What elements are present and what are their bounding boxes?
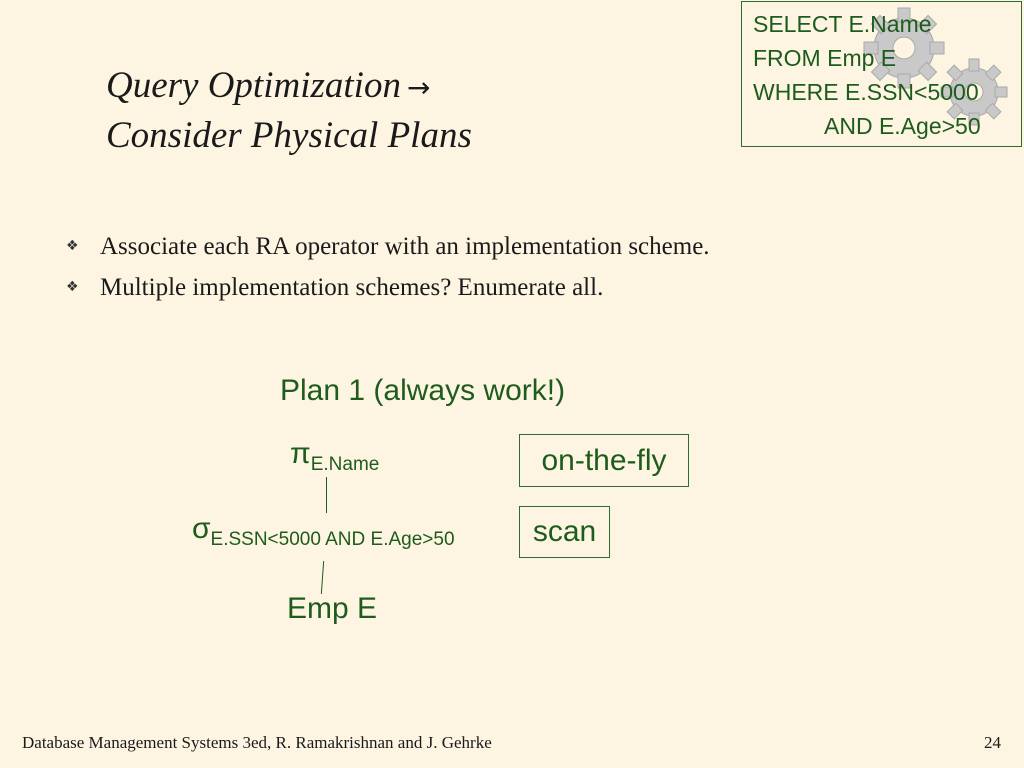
sql-from-line: FROM Emp E [753,45,897,71]
selection-node [192,512,455,551]
scan-box: scan [519,506,610,558]
title-line2: Consider Physical Plans [106,115,472,156]
sql-select-line: SELECT E.Name [753,11,932,37]
sql-query-box [741,1,1022,147]
relation-node: Emp E [287,592,378,625]
page-number: 24 [984,733,1001,752]
footer-text: Database Management Systems 3ed, R. Ramakrishnan and J. Gehrke [22,733,492,752]
plan-title: Plan 1 (always work!) [280,374,566,407]
sql-where-line: WHERE E.SSN<5000 [753,79,979,105]
tree-edge [326,477,327,513]
bullet-item [66,267,710,308]
title-line1: Query Optimization [106,65,401,106]
selection-subscript: E.SSN<5000 AND E.Age>50 [210,529,455,550]
bullet-text: Associate each RA operator with an implementation scheme. [100,233,710,260]
projection-node [290,437,379,476]
slide-title [106,62,472,160]
bullet-item [66,226,710,267]
right-arrow-icon: → [406,71,431,104]
projection-subscript: E.Name [310,454,380,475]
bullet-list [66,226,710,308]
projection-symbol: π [290,437,311,470]
sql-and-line: AND E.Age>50 [824,113,981,139]
diamond-bullet-icon: ❖ [66,238,79,254]
bullet-text: Multiple implementation schemes? Enumerate all. [100,274,604,301]
selection-symbol: σ [192,512,211,545]
tree-edge [321,561,324,594]
diamond-bullet-icon: ❖ [66,279,79,295]
on-the-fly-box: on-the-fly [519,434,689,487]
